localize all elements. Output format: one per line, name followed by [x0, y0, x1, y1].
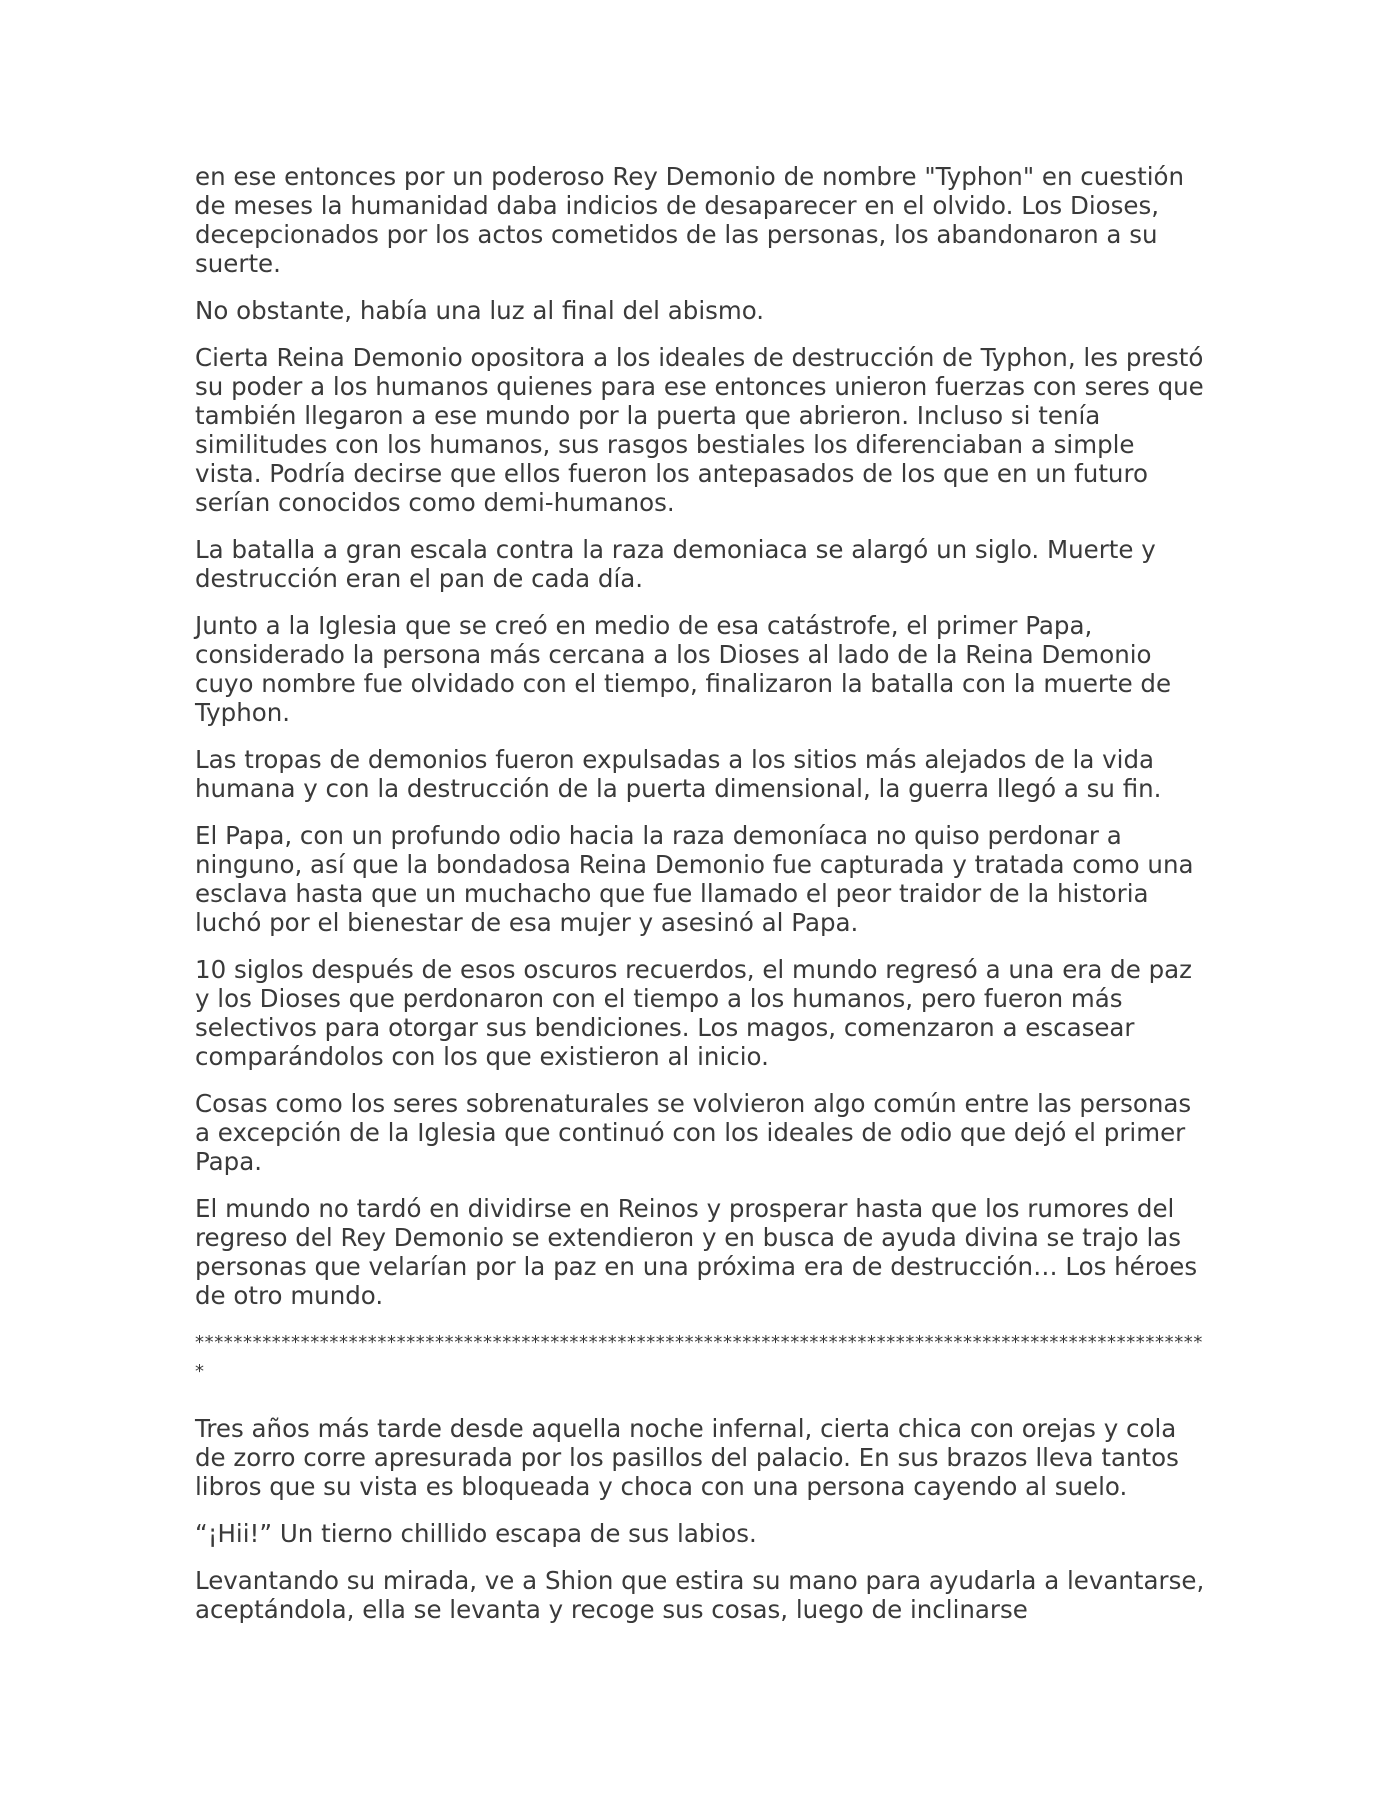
paragraph: El mundo no tardó en dividirse en Reinos y prosperar hasta que los rumores del regreso del Rey Demonio se extendieron y en busca de ayuda divina se trajo las personas que velarían por la paz en una próxima era de destrucción… Los héroes de otro mundo.	[195, 1194, 1198, 1310]
document-page	[195, 162, 1205, 1642]
paragraph: No obstante, había una luz al final del abismo.	[195, 296, 765, 325]
paragraph: Cosas como los seres sobrenaturales se volvieron algo común entre las personas a excepción de la Iglesia que continuó con los ideales de odio que dejó el primer Papa.	[195, 1089, 1192, 1176]
paragraph: Tres años más tarde desde aquella noche infernal, cierta chica con orejas y cola de zorro corre apresurada por los pasillos del palacio. En sus brazos lleva tantos libros que su vista es bloqueada y choca con una persona cayendo al suelo.	[195, 1414, 1179, 1501]
paragraph: “¡Hii!” Un tierno chillido escapa de sus labios.	[195, 1519, 757, 1548]
paragraph: en ese entonces por un poderoso Rey Demonio de nombre "Typhon" en cuestión de meses la humanidad daba indicios de desaparecer en el olvido. Los Dioses, decepcionados por los actos cometidos de las personas, los abandonaron a su suerte.	[195, 162, 1185, 278]
paragraph: Levantando su mirada, ve a Shion que estira su mano para ayudarla a levantarse, aceptándola, ella se levanta y recoge sus cosas, luego de inclinarse	[195, 1566, 1205, 1624]
paragraph: Cierta Reina Demonio opositora a los ideales de destrucción de Typhon, les prestó su poder a los humanos quienes para ese entonces unieron fuerzas con seres que también llegaron a ese mundo por la puerta que abrieron. Incluso si tenía similitudes con los humanos, sus rasgos bestiales los diferenciaban a simple vista. Podría decirse que ellos fueron los antepasados de los que en un futuro serían conocidos como demi-humanos.	[195, 343, 1204, 517]
paragraph: Las tropas de demonios fueron expulsadas a los sitios más alejados de la vida humana y con la destrucción de la puerta dimensional, la guerra llegó a su fin.	[195, 745, 1162, 803]
paragraph: La batalla a gran escala contra la raza demoniaca se alargó un siglo. Muerte y destrucción eran el pan de cada día.	[195, 535, 1156, 593]
paragraph: 10 siglos después de esos oscuros recuerdos, el mundo regresó a una era de paz y los Dioses que perdonaron con el tiempo a los humanos, pero fueron más selectivos para otorgar sus bendiciones. Los magos, comenzaron a escasear comparándolos con los que existieron al inicio.	[195, 955, 1193, 1071]
section-separator: **********************************************************************************************************	[195, 1332, 1203, 1382]
paragraph: El Papa, con un profundo odio hacia la raza demoníaca no quiso perdonar a ninguno, así que la bondadosa Reina Demonio fue capturada y tratada como una esclava hasta que un muchacho que fue llamado el peor traidor de la historia luchó por el bienestar de esa mujer y asesinó al Papa.	[195, 821, 1194, 937]
paragraph: Junto a la Iglesia que se creó en medio de esa catástrofe, el primer Papa, considerado la persona más cercana a los Dioses al lado de la Reina Demonio cuyo nombre fue olvidado con el tiempo, finalizaron la batalla con la muerte de Typhon.	[195, 611, 1172, 727]
